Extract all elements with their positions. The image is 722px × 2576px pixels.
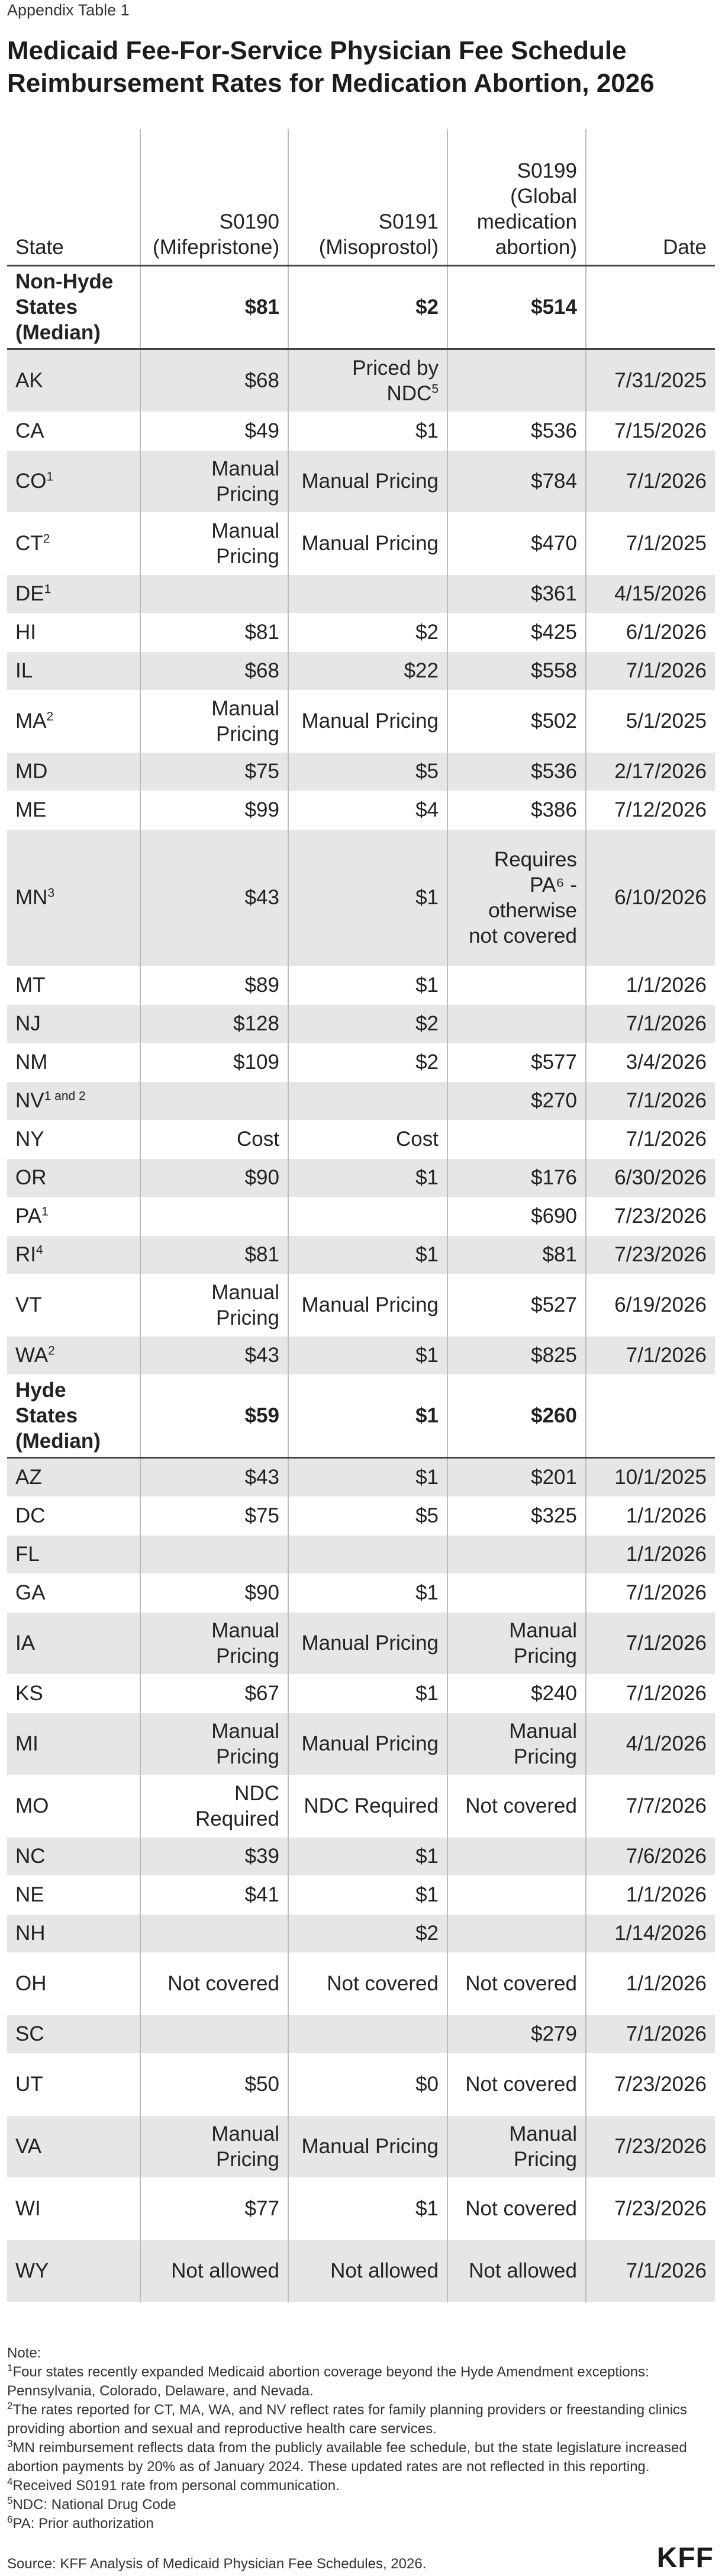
fee-schedule-table [7, 129, 715, 2302]
cell-s0190 [140, 2015, 288, 2053]
cell-s0190: $77 [140, 2177, 288, 2240]
cell-state: $WA^2$ [7, 1336, 140, 1374]
cell-state: $DE^1$ [7, 574, 140, 613]
cell-s0191: $2 [288, 1914, 447, 1952]
table-row [7, 2177, 715, 2240]
cell-s0199: $502 [447, 690, 586, 752]
cell-date: 5/1/2025 [586, 690, 715, 752]
cell-s0190 [140, 574, 288, 613]
cell-date: 7/7/2026 [586, 1775, 715, 1837]
cell-date: 1/1/2026 [586, 966, 715, 1004]
cell-s0199 [447, 349, 586, 412]
cell-s0190: $90 [140, 1573, 288, 1612]
cell-s0190: $43 [140, 1336, 288, 1374]
cell-state: AK [7, 349, 140, 412]
kff-logo: KFF [656, 2542, 714, 2574]
cell-s0191: Manual Pricing [288, 512, 447, 574]
cell-s0190: $90 [140, 1158, 288, 1197]
table-row [7, 1496, 715, 1535]
cell-s0190: $49 [140, 412, 288, 450]
cell-state: WY [7, 2240, 140, 2302]
cell-s0191 [288, 1081, 447, 1120]
table-row [7, 1336, 715, 1374]
cell-date: 1/1/2026 [586, 1496, 715, 1535]
cell-s0190: Manual Pricing [140, 2115, 288, 2177]
cell-state: MD [7, 752, 140, 791]
cell-state: MI [7, 1713, 140, 1775]
col-header-s0199: S0199 (Global medication abortion) [447, 129, 586, 265]
cell-date: 2/17/2026 [586, 752, 715, 791]
cell-date: 7/15/2026 [586, 412, 715, 450]
table-row [7, 574, 715, 613]
cell-s0190: $43 [140, 1457, 288, 1496]
cell-s0199: $470 [447, 512, 586, 574]
cell-s0191: $1 [288, 1158, 447, 1197]
cell-state: $RI^4$ [7, 1235, 140, 1274]
footnote: $^6$PA: Prior authorization [7, 2514, 154, 2532]
cell-s0199: Manual Pricing [447, 1612, 586, 1674]
table-row [7, 1775, 715, 1837]
cell-s0191: Manual Pricing [288, 1713, 447, 1775]
header-row [7, 129, 715, 265]
cell-s0190: $39 [140, 1837, 288, 1875]
cell-s0191: Not allowed [288, 2240, 447, 2302]
cell-s0190: $68 [140, 651, 288, 690]
cell-s0191: Priced by NDC$^5$ [288, 349, 447, 412]
cell-s0199: Not covered [447, 1775, 586, 1837]
cell-s0199: $825 [447, 1336, 586, 1374]
cell-s0199: Not covered [447, 2053, 586, 2115]
cell-date: 1/14/2026 [586, 1914, 715, 1952]
cell-state: HI [7, 613, 140, 651]
cell-s0191: $5 [288, 752, 447, 791]
cell-state: NH [7, 1914, 140, 1952]
cell-s0199 [447, 1914, 586, 1952]
cell-s0190 [140, 1197, 288, 1235]
group-date [586, 265, 715, 349]
cell-date: 7/1/2026 [586, 1674, 715, 1713]
table-row [7, 1535, 715, 1573]
notes-list [7, 2363, 688, 2533]
cell-s0191: $22 [288, 651, 447, 690]
table-row [7, 966, 715, 1004]
table-row [7, 1043, 715, 1081]
table-row [7, 1457, 715, 1496]
cell-s0199: $325 [447, 1496, 586, 1535]
cell-state: VT [7, 1274, 140, 1336]
table-row [7, 1914, 715, 1952]
cell-state: FL [7, 1535, 140, 1573]
table-row [7, 2115, 715, 2177]
cell-state: $NV^{1 and 2}$ [7, 1081, 140, 1120]
cell-state: MO [7, 1775, 140, 1837]
cell-s0199: $527 [447, 1274, 586, 1336]
cell-date: 7/23/2026 [586, 1197, 715, 1235]
cell-date: 6/10/2026 [586, 829, 715, 966]
cell-s0190 [140, 1535, 288, 1573]
cell-date: 7/31/2025 [586, 349, 715, 412]
table-eyebrow: Appendix Table 1 [7, 1, 130, 19]
cell-s0190: $67 [140, 1674, 288, 1713]
table-body [7, 265, 715, 2302]
cell-s0199 [447, 1004, 586, 1043]
cell-s0190 [140, 1081, 288, 1120]
cell-s0191: Manual Pricing [288, 690, 447, 752]
cell-state: OH [7, 1952, 140, 2015]
cell-s0191: $1 [288, 1837, 447, 1875]
cell-state: $CT^2$ [7, 512, 140, 574]
cell-s0199: $425 [447, 613, 586, 651]
cell-state: GA [7, 1573, 140, 1612]
cell-s0191: $0 [288, 2053, 447, 2115]
group-median-row [7, 265, 715, 349]
cell-date: 7/1/2026 [586, 450, 715, 512]
cell-s0199: $690 [447, 1197, 586, 1235]
cell-s0190: $89 [140, 966, 288, 1004]
cell-date: 6/30/2026 [586, 1158, 715, 1197]
table-row [7, 690, 715, 752]
cell-state: IL [7, 651, 140, 690]
table-row [7, 829, 715, 966]
cell-s0191: $1 [288, 1457, 447, 1496]
cell-s0191: $2 [288, 1004, 447, 1043]
group-s0191: $2 [288, 265, 447, 349]
table-row [7, 2015, 715, 2053]
table-row [7, 1837, 715, 1875]
table-row [7, 450, 715, 512]
cell-date: 7/1/2026 [586, 1081, 715, 1120]
footnote: $^2$The rates reported for CT, MA, WA, and NV reflect rates for family planning providers or freestanding clinics providing abortion and sexual and reproductive health care services. [7, 2400, 688, 2437]
group-s0199: $514 [447, 265, 586, 349]
cell-s0191: $5 [288, 1496, 447, 1535]
col-header-date: Date [586, 129, 715, 265]
table-row [7, 1612, 715, 1674]
cell-date: 4/1/2026 [586, 1713, 715, 1775]
cell-date: 6/19/2026 [586, 1274, 715, 1336]
footnote: $^3$MN reimbursement reflects data from the publicly available fee schedule, but the state legislature increased abortion payments by 20% as of January 2024. These updated rates are not reflected in this reporting. [7, 2438, 687, 2475]
cell-s0191 [288, 574, 447, 613]
table-row [7, 1081, 715, 1120]
table-row [7, 412, 715, 450]
cell-date: 1/1/2026 [586, 1952, 715, 2015]
cell-s0199: $176 [447, 1158, 586, 1197]
cell-s0191: $1 [288, 1336, 447, 1374]
cell-s0190: $50 [140, 2053, 288, 2115]
cell-s0191: Manual Pricing [288, 1274, 447, 1336]
cell-s0191: $1 [288, 1573, 447, 1612]
cell-s0199 [447, 966, 586, 1004]
table-row [7, 752, 715, 791]
table-row [7, 2053, 715, 2115]
cell-s0191: Manual Pricing [288, 2115, 447, 2177]
cell-state: UT [7, 2053, 140, 2115]
cell-s0199: $386 [447, 791, 586, 829]
cell-s0191: $1 [288, 1235, 447, 1274]
cell-s0199: Not covered [447, 1952, 586, 2015]
cell-s0191 [288, 1535, 447, 1573]
cell-s0199: $536 [447, 752, 586, 791]
cell-s0190: Not allowed [140, 2240, 288, 2302]
cell-date: 6/1/2026 [586, 613, 715, 651]
cell-s0191 [288, 2015, 447, 2053]
cell-s0191: Manual Pricing [288, 450, 447, 512]
cell-s0199: Requires PA⁶ - otherwise not covered [447, 829, 586, 966]
table-row [7, 1120, 715, 1158]
table-row [7, 1158, 715, 1197]
table-row [7, 1573, 715, 1612]
cell-date: 7/23/2026 [586, 2177, 715, 2240]
cell-date: 4/15/2026 [586, 574, 715, 613]
table-row [7, 1952, 715, 2015]
cell-state: SC [7, 2015, 140, 2053]
cell-date: 10/1/2025 [586, 1457, 715, 1496]
cell-s0199: $361 [447, 574, 586, 613]
cell-date: 7/23/2026 [586, 1235, 715, 1274]
col-header-s0191: S0191 (Misoprostol) [288, 129, 447, 265]
page-title: Medicaid Fee-For-Service Physician Fee Schedule Reimbursement Rates for Medication Abortion, 2026 [7, 36, 655, 98]
cell-date: 7/6/2026 [586, 1837, 715, 1875]
cell-state: OR [7, 1158, 140, 1197]
cell-s0199 [447, 1535, 586, 1573]
cell-s0190: $81 [140, 613, 288, 651]
cell-date: 7/23/2026 [586, 2053, 715, 2115]
col-header-s0190: S0190 (Mifepristone) [140, 129, 288, 265]
cell-s0199: Manual Pricing [447, 2115, 586, 2177]
cell-s0191: NDC Required [288, 1775, 447, 1837]
table-row [7, 1713, 715, 1775]
cell-s0190: Manual Pricing [140, 690, 288, 752]
cell-state: IA [7, 1612, 140, 1674]
cell-s0199: $240 [447, 1674, 586, 1713]
cell-s0190: NDC Required [140, 1775, 288, 1837]
cell-s0190: Manual Pricing [140, 1274, 288, 1336]
cell-s0191: $1 [288, 1875, 447, 1914]
cell-s0190: Manual Pricing [140, 1713, 288, 1775]
cell-s0199 [447, 1875, 586, 1914]
cell-s0190: $81 [140, 1235, 288, 1274]
cell-s0190: $68 [140, 349, 288, 412]
footnote: $^5$NDC: National Drug Code [7, 2495, 176, 2513]
cell-state: VA [7, 2115, 140, 2177]
cell-state: NJ [7, 1004, 140, 1043]
group-date [586, 1374, 715, 1457]
cell-date: 7/1/2026 [586, 1120, 715, 1158]
table-row [7, 349, 715, 412]
col-header-state: State [7, 129, 140, 265]
cell-state: KS [7, 1674, 140, 1713]
cell-date: 7/1/2026 [586, 1336, 715, 1374]
cell-s0191: Cost [288, 1120, 447, 1158]
cell-s0190: $43 [140, 829, 288, 966]
table-row [7, 2240, 715, 2302]
cell-s0191: $4 [288, 791, 447, 829]
cell-s0199: $558 [447, 651, 586, 690]
cell-s0190: Cost [140, 1120, 288, 1158]
cell-s0190 [140, 1914, 288, 1952]
cell-s0190: Not covered [140, 1952, 288, 2015]
cell-date: 7/1/2026 [586, 2240, 715, 2302]
cell-state: DC [7, 1496, 140, 1535]
group-s0191: $1 [288, 1374, 447, 1457]
cell-date: 7/23/2026 [586, 2115, 715, 2177]
cell-s0191: $1 [288, 412, 447, 450]
cell-date: 7/1/2026 [586, 1573, 715, 1612]
group-s0190: $81 [140, 265, 288, 349]
cell-s0190: $99 [140, 791, 288, 829]
cell-s0199: $201 [447, 1457, 586, 1496]
cell-date: 7/1/2026 [586, 651, 715, 690]
table-row [7, 613, 715, 651]
notes [7, 2344, 688, 2533]
table-row [7, 1235, 715, 1274]
cell-date: 7/12/2026 [586, 791, 715, 829]
table-row [7, 1875, 715, 1914]
cell-s0191: Not covered [288, 1952, 447, 2015]
group-median-row [7, 1374, 715, 1457]
cell-s0191: $1 [288, 966, 447, 1004]
footnote: $^1$Four states recently expanded Medicaid abortion coverage beyond the Hyde Amendment exceptions: Pennsylvania, Colorado, Delaware, and Nevada. [7, 2362, 649, 2399]
group-s0199: $260 [447, 1374, 586, 1457]
cell-s0199: $270 [447, 1081, 586, 1120]
cell-state: WI [7, 2177, 140, 2240]
cell-state: $CO^1$ [7, 450, 140, 512]
cell-s0191: $1 [288, 2177, 447, 2240]
cell-s0199: $536 [447, 412, 586, 450]
table-row [7, 1274, 715, 1336]
cell-date: 7/1/2026 [586, 1004, 715, 1043]
cell-s0190: Manual Pricing [140, 450, 288, 512]
cell-date: 7/1/2025 [586, 512, 715, 574]
cell-date: 3/4/2026 [586, 1043, 715, 1081]
cell-date: 7/1/2026 [586, 2015, 715, 2053]
cell-s0199 [447, 1573, 586, 1612]
cell-state: NM [7, 1043, 140, 1081]
table-row [7, 1197, 715, 1235]
cell-s0199: Not allowed [447, 2240, 586, 2302]
cell-s0191 [288, 1197, 447, 1235]
cell-s0191: $2 [288, 613, 447, 651]
cell-s0199: $577 [447, 1043, 586, 1081]
cell-s0199 [447, 1120, 586, 1158]
cell-s0190: Manual Pricing [140, 1612, 288, 1674]
cell-state: AZ [7, 1457, 140, 1496]
cell-s0190: $41 [140, 1875, 288, 1914]
cell-s0190: Manual Pricing [140, 512, 288, 574]
table-row [7, 651, 715, 690]
cell-s0191: Manual Pricing [288, 1612, 447, 1674]
cell-s0191: $1 [288, 829, 447, 966]
group-s0190: $59 [140, 1374, 288, 1457]
cell-state: $PA^1$ [7, 1197, 140, 1235]
cell-s0190: $128 [140, 1004, 288, 1043]
cell-s0190: $75 [140, 752, 288, 791]
cell-s0190: $75 [140, 1496, 288, 1535]
cell-s0190: $109 [140, 1043, 288, 1081]
cell-s0191: $2 [288, 1043, 447, 1081]
cell-s0199: $279 [447, 2015, 586, 2053]
cell-s0199: $81 [447, 1235, 586, 1274]
table-row [7, 512, 715, 574]
cell-state: ME [7, 791, 140, 829]
cell-state: MT [7, 966, 140, 1004]
cell-state: CA [7, 412, 140, 450]
source-line: Source: KFF Analysis of Medicaid Physician Fee Schedules, 2026. [7, 2556, 427, 2572]
cell-s0191: $1 [288, 1674, 447, 1713]
cell-state: NC [7, 1837, 140, 1875]
cell-s0199: Not covered [447, 2177, 586, 2240]
footnote: $^4$Received S0191 rate from personal communication. [7, 2476, 340, 2494]
cell-state: NY [7, 1120, 140, 1158]
cell-state: NE [7, 1875, 140, 1914]
table-row [7, 1004, 715, 1043]
cell-state: $MN^3$ [7, 829, 140, 966]
cell-date: 1/1/2026 [586, 1535, 715, 1573]
cell-s0199: Manual Pricing [447, 1713, 586, 1775]
table-row [7, 1674, 715, 1713]
cell-s0199: $784 [447, 450, 586, 512]
group-label: Hyde States (Median) [7, 1374, 140, 1457]
table-row [7, 791, 715, 829]
group-label: Non-Hyde States (Median) [7, 265, 140, 349]
notes-heading: Note: [7, 2345, 41, 2361]
cell-date: 7/1/2026 [586, 1612, 715, 1674]
cell-s0199 [447, 1837, 586, 1875]
cell-date: 1/1/2026 [586, 1875, 715, 1914]
cell-state: $MA^2$ [7, 690, 140, 752]
